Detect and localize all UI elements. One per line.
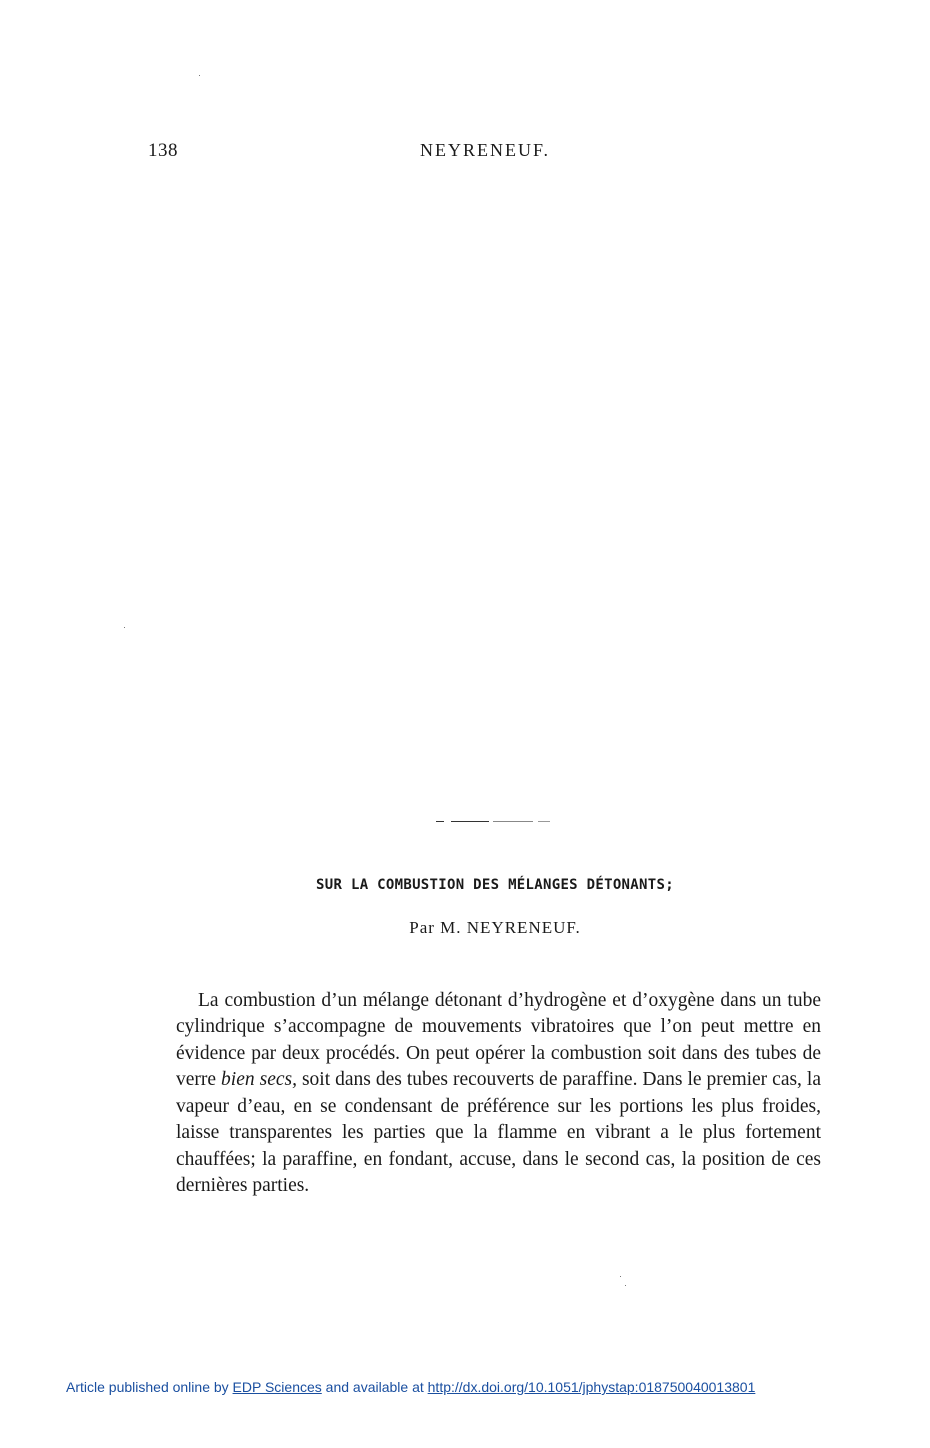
page-number: 138 bbox=[148, 140, 178, 161]
body-paragraph bbox=[176, 988, 821, 1200]
paragraph-text: La combustion d’un mélange détonant d’hydrogène et d’oxygène dans un tube cylindrique s’accompagne de mouvements vibratoires que l’on peut mettre en évidence par deux procédés. On peut opérer la combustion soit dans des tubes de verre bbox=[176, 989, 821, 1090]
publication-footer bbox=[66, 1379, 755, 1395]
paragraph-emphasis: bien secs, bbox=[221, 1069, 297, 1090]
scan-speck bbox=[620, 1276, 621, 1277]
scan-speck bbox=[199, 75, 200, 76]
paragraph-text: soit dans des tubes recouverts de paraffine. Dans le premier cas, la vapeur d’eau, en se condensant de préférence sur les portions les plus froides, laisse transparentes les parties que la flamme en vibrant a le plus fortement chauffées; la paraffine, en fondant, accuse, dans le second cas, la position de ces dernières parties. bbox=[176, 1069, 821, 1196]
scan-speck bbox=[124, 627, 125, 628]
divider-segment bbox=[436, 821, 444, 822]
article-byline: Par M. NEYRENEUF. bbox=[409, 918, 581, 937]
doi-link[interactable]: http://dx.doi.org/10.1051/jphystap:018750040013801 bbox=[427, 1379, 756, 1395]
footer-prefix: Article published online by bbox=[66, 1379, 233, 1395]
divider-segment bbox=[451, 821, 489, 822]
scan-speck bbox=[625, 1285, 626, 1286]
running-head: NEYRENEUF. bbox=[419, 140, 551, 160]
article-title: SUR LA COMBUSTION DES MÉLANGES DÉTONANTS; bbox=[316, 877, 674, 893]
divider-segment bbox=[538, 821, 550, 822]
footer-middle: and available at bbox=[321, 1379, 428, 1395]
divider-segment bbox=[493, 821, 533, 822]
publisher-link[interactable]: EDP Sciences bbox=[232, 1379, 322, 1395]
